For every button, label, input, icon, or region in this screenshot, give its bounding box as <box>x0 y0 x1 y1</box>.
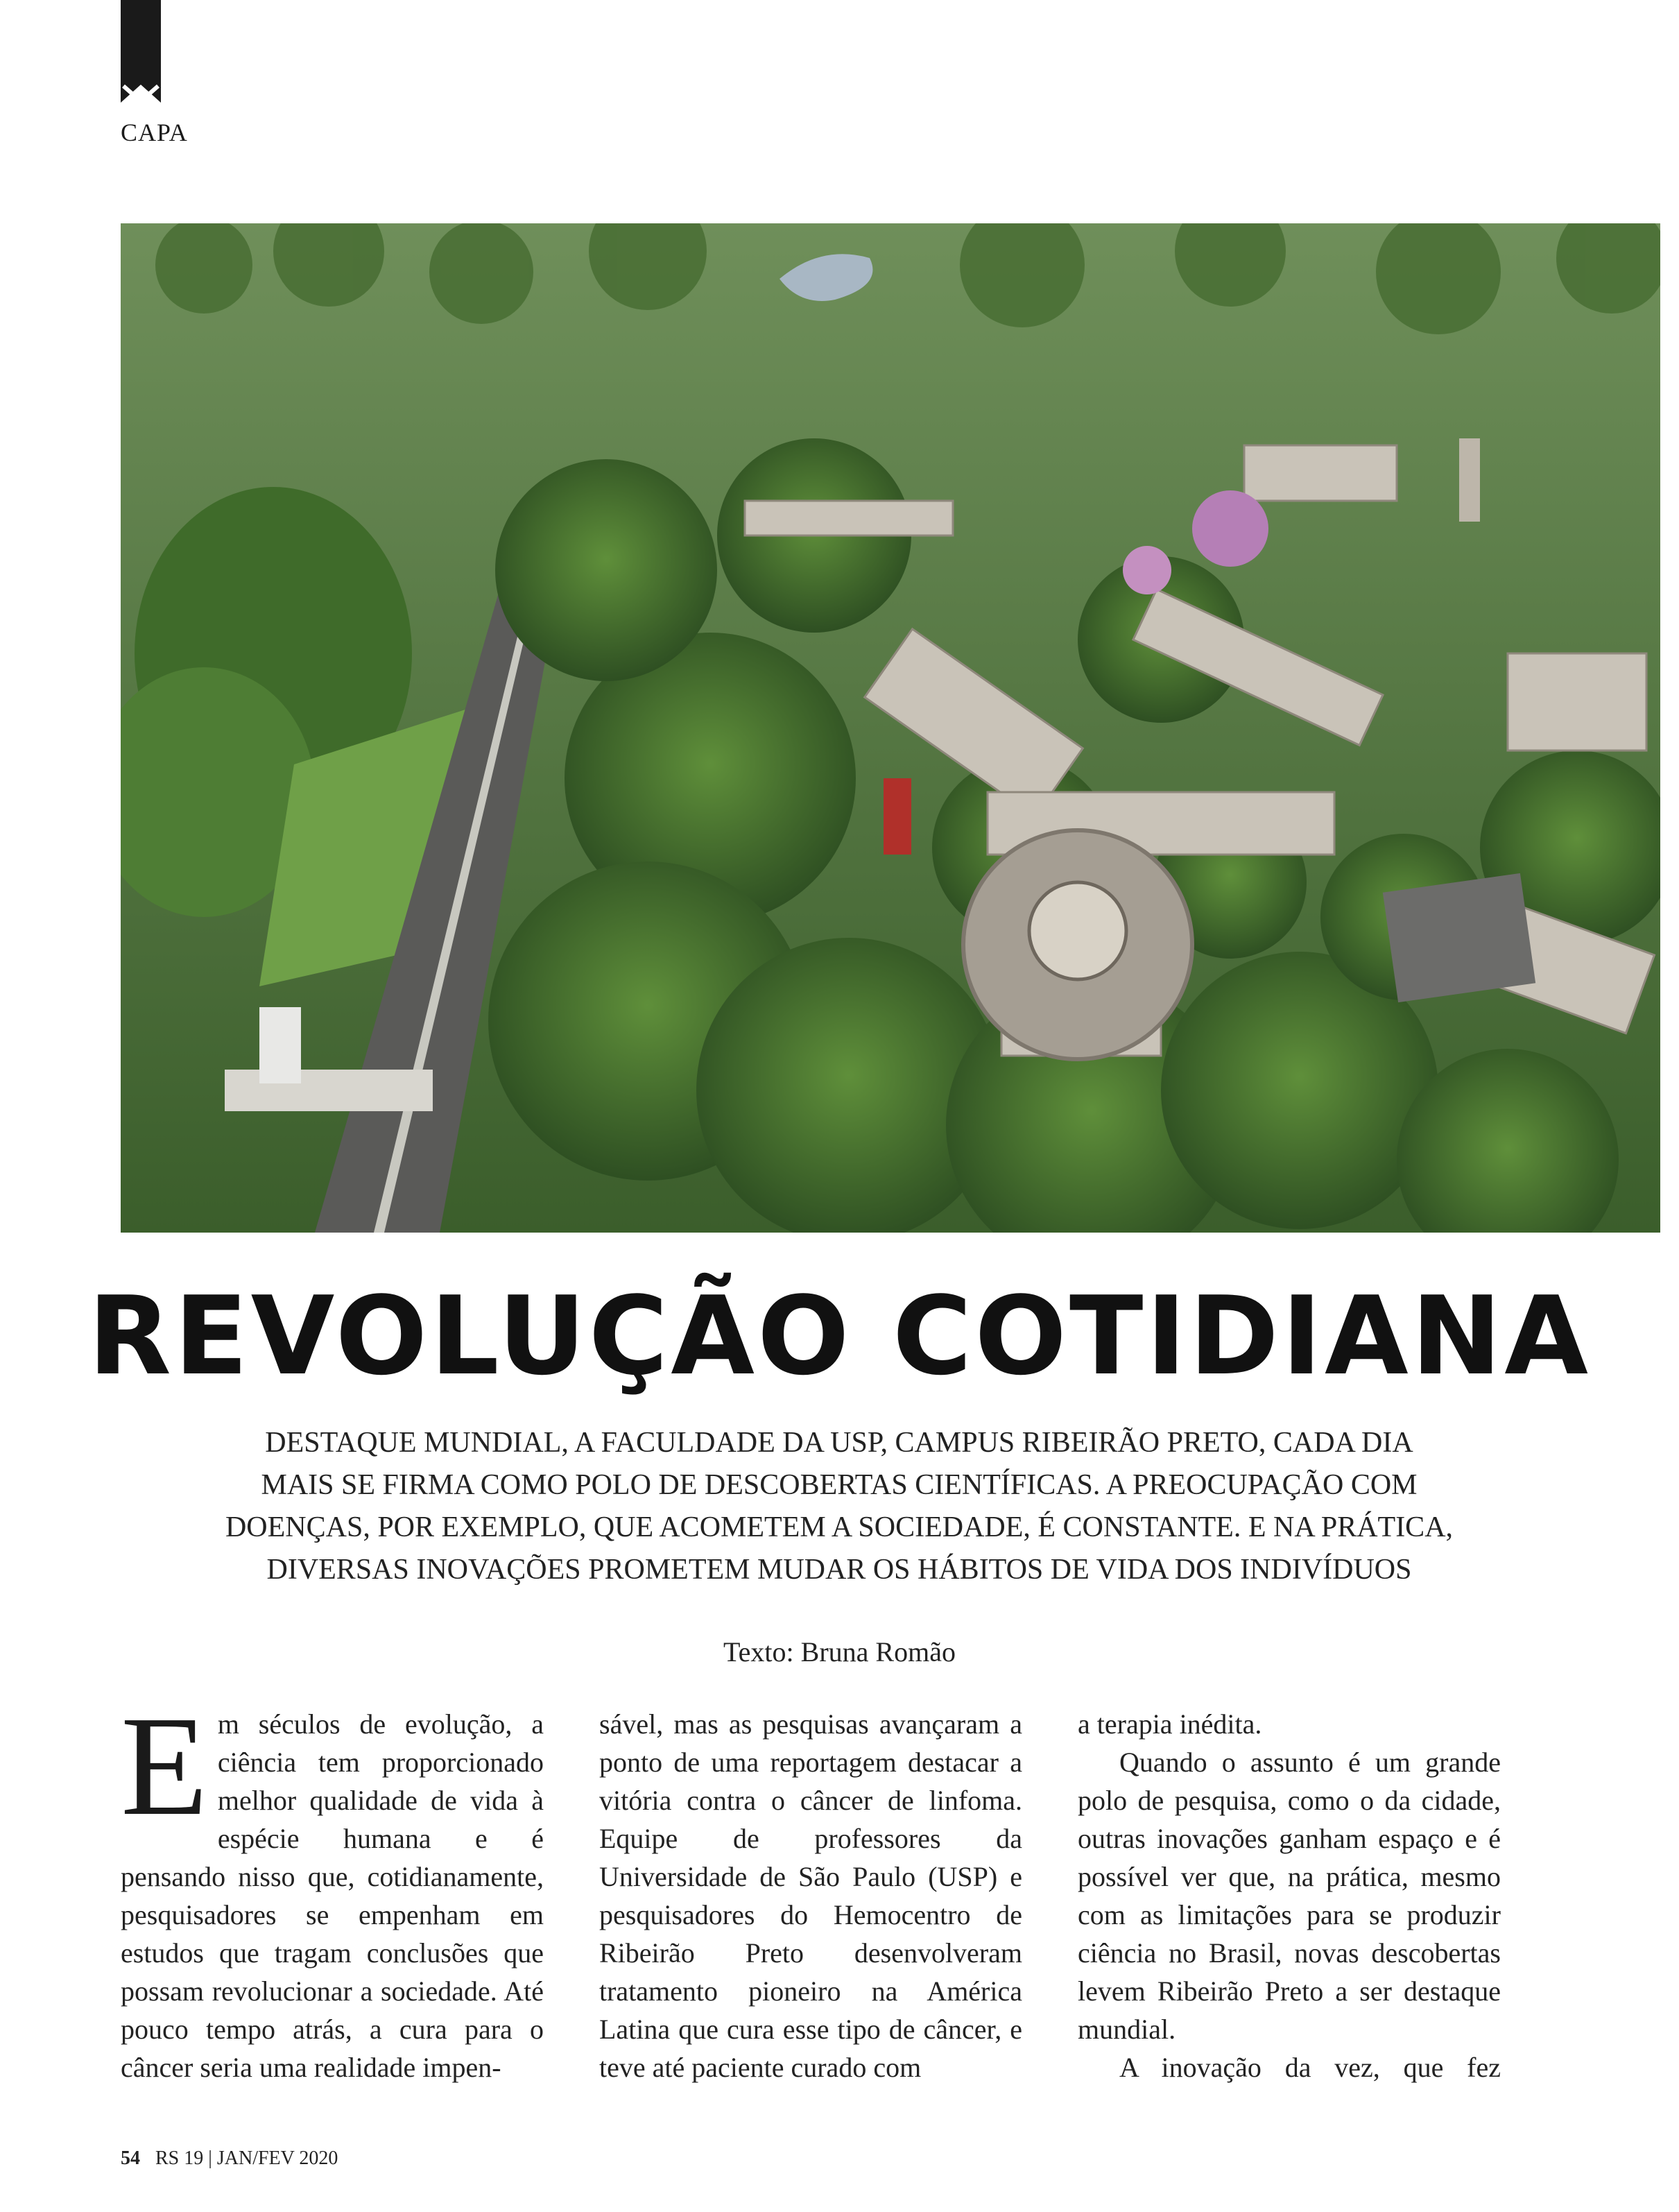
chevron-down-bookmark-icon <box>121 0 161 103</box>
body-paragraph: Quando o assunto é um grande polo de pesquisa, como o da cidade, outras inovações ganham espaço e é possível ver que, na prática, mesmo com as limitações para se produzir ciência no Brasil, novas descobertas levem Ribeirão Preto a ser destaque mundial. <box>1078 1747 1501 2045</box>
body-paragraph: sável, mas as pesquisas avançaram a ponto de uma reportagem destacar a vitória contra o câncer de linfoma. Equipe de professores da Universidade de São Paulo (USP) e pesquisadores do Hemocentro de Ribeirão Preto desenvolveram tratamento pioneiro na América Latina que cura esse tipo de câncer, e teve até paciente curado com <box>599 1708 1022 2083</box>
folio <box>121 2147 338 2170</box>
deck-line: DOENÇAS, POR EXEMPLO, QUE ACOMETEM A SOCIEDADE, É CONSTANTE. E NA PRÁTICA, <box>225 1511 1454 1543</box>
issue-info: RS 19 | JAN/FEV 2020 <box>155 2147 338 2169</box>
body-column-3 <box>1078 1705 1501 2086</box>
body-column-1 <box>121 1686 544 2086</box>
body-paragraph: a terapia inédita. <box>1078 1708 1262 1740</box>
body-paragraph: A inovação da vez, que fez <box>1119 2052 1501 2083</box>
deck <box>160 1422 1519 1591</box>
hero-photo <box>121 223 1660 1233</box>
deck-line: DESTAQUE MUNDIAL, A FACULDADE DA USP, CAMPUS RIBEIRÃO PRETO, CADA DIA <box>265 1427 1413 1459</box>
deck-line: DIVERSAS INOVAÇÕES PROMETEM MUDAR OS HÁBITOS DE VIDA DOS INDIVÍDUOS <box>266 1554 1412 1586</box>
body-text: m séculos de evolução, a ciência tem proporcionado melhor qualidade de vida à espécie humana e é pensando nisso que, cotidianamente, pesquisadores se empenham em estudos que tragam conclusões que possam revolucionar a sociedade. Até pouco tempo atrás, a cura para o câncer seria uma realidade impen- <box>121 1708 544 2083</box>
page-number: 54 <box>121 2147 140 2169</box>
section-label: CAPA <box>121 119 188 146</box>
deck-line: MAIS SE FIRMA COMO POLO DE DESCOBERTAS CIENTÍFICAS. A PREOCUPAÇÃO COM <box>261 1469 1418 1501</box>
headline: REVOLUÇÃO COTIDIANA <box>87 1273 1592 1399</box>
body-column-2 <box>599 1705 1022 2086</box>
byline: Texto: Bruna Romão <box>723 1636 956 1667</box>
drop-cap: E <box>121 1686 208 1845</box>
body-paragraph <box>121 1686 544 2086</box>
